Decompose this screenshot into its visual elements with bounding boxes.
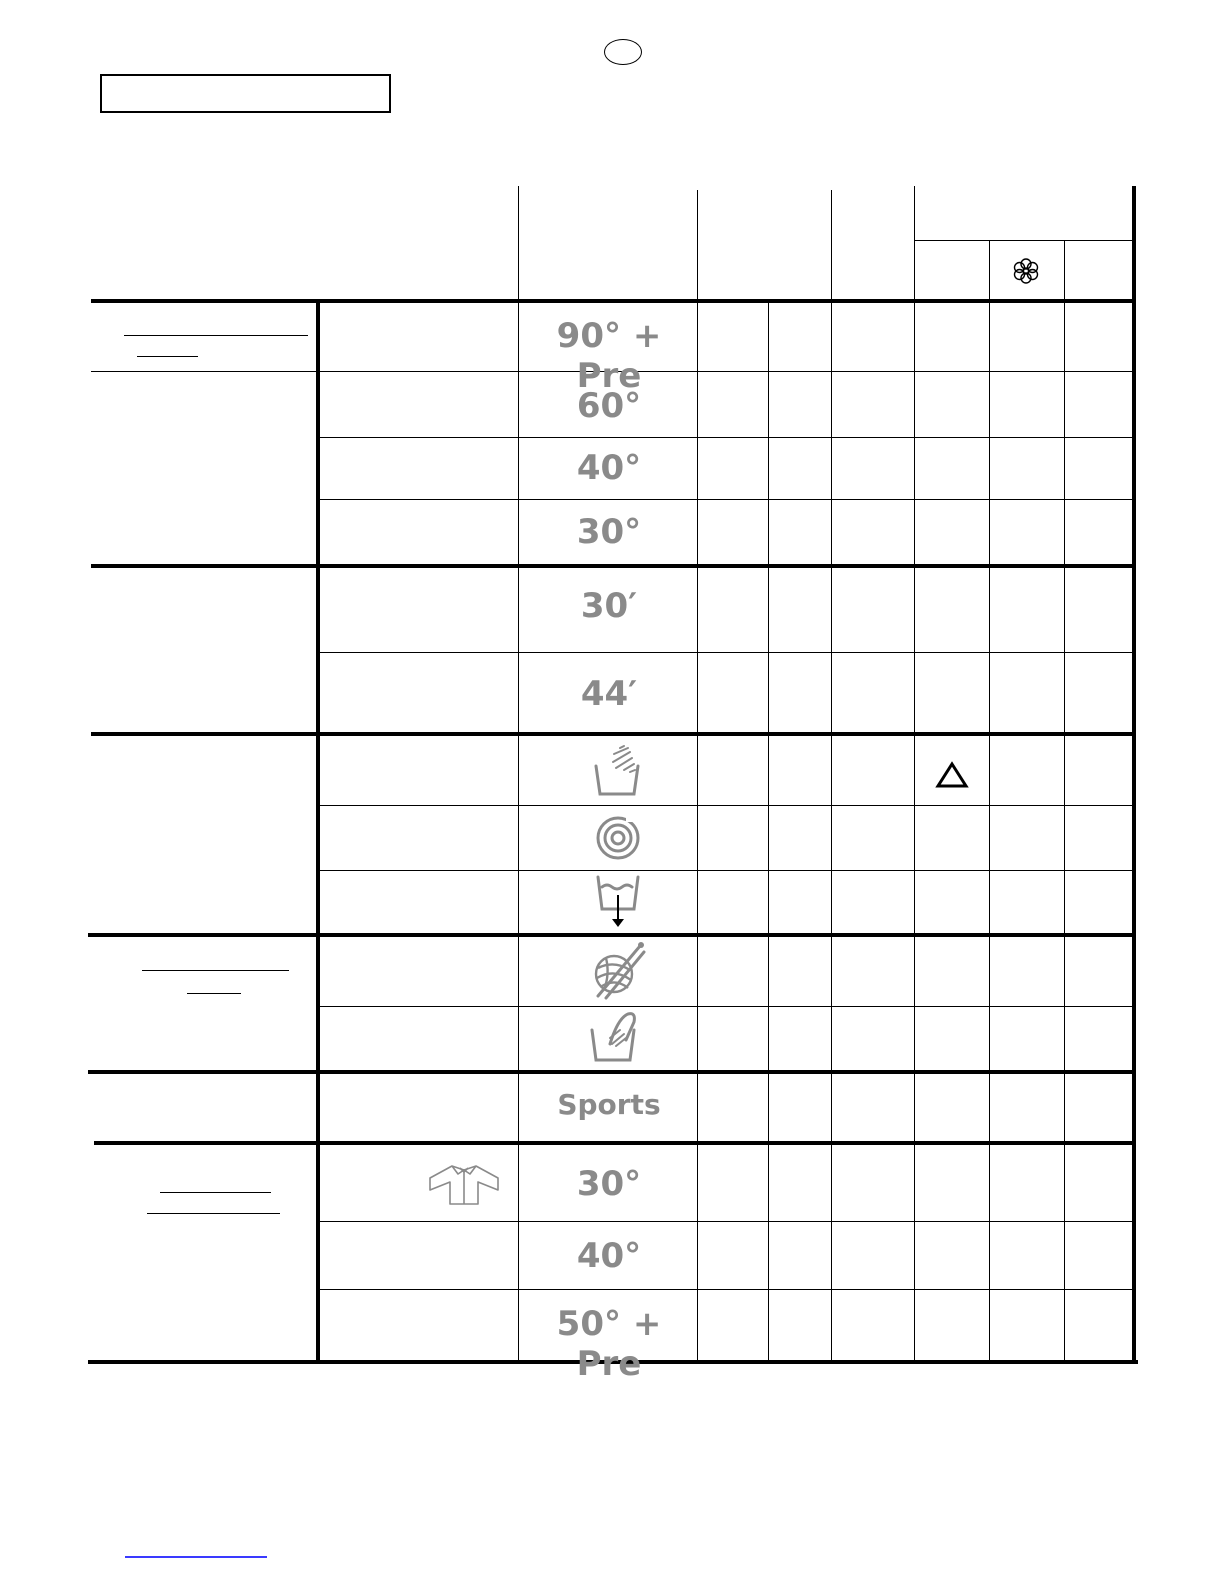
header-box bbox=[100, 74, 391, 113]
hand-wash-icon bbox=[580, 1008, 656, 1068]
program-label: 40° bbox=[576, 448, 642, 488]
header-oval bbox=[604, 39, 642, 65]
warning-triangle-icon bbox=[934, 760, 970, 790]
footer-link[interactable] bbox=[125, 1556, 267, 1558]
spin-icon bbox=[580, 808, 656, 868]
shirt-icon bbox=[424, 1160, 504, 1208]
program-label: 30′ bbox=[580, 586, 638, 626]
program-label: 40° bbox=[576, 1236, 642, 1276]
program-label: 30° bbox=[576, 512, 642, 552]
program-label: 60° bbox=[576, 386, 642, 426]
program-label: 30° bbox=[576, 1164, 642, 1204]
rinse-icon bbox=[580, 742, 656, 802]
program-label: 50° + Pre bbox=[556, 1304, 662, 1384]
wool-icon bbox=[580, 940, 656, 1000]
flower-icon bbox=[1010, 255, 1042, 287]
program-label: 90° + Pre bbox=[556, 316, 662, 396]
program-label: 44′ bbox=[580, 674, 638, 714]
program-label: Sports bbox=[557, 1088, 661, 1121]
drain-icon bbox=[580, 873, 656, 933]
